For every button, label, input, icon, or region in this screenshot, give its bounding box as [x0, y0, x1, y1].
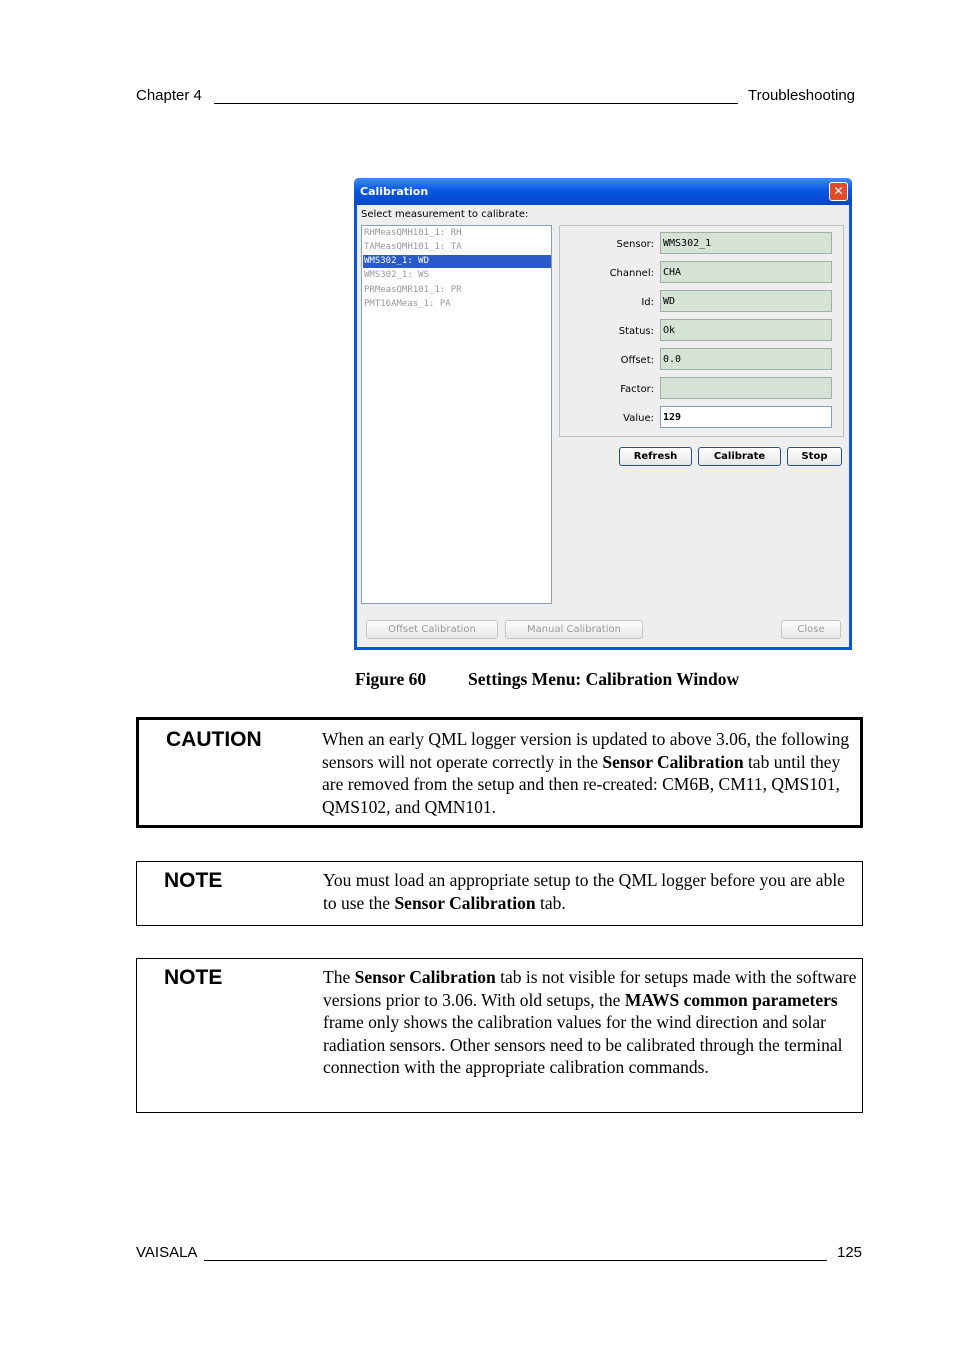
- value-input[interactable]: 129: [660, 406, 832, 428]
- close-button[interactable]: Close: [781, 620, 841, 639]
- note-text: You must load an appropriate setup to the QML logger before you are able to use the Sensor Calibration tab.: [323, 870, 845, 913]
- id-field: WD: [660, 290, 832, 312]
- measurement-list[interactable]: [361, 225, 552, 604]
- window-titlebar[interactable]: [354, 178, 852, 205]
- status-label: Status:: [618, 326, 654, 337]
- sensor-label: Sensor:: [616, 239, 654, 250]
- stop-button[interactable]: Stop: [787, 447, 842, 466]
- measurement-prompt: Select measurement to calibrate:: [361, 209, 529, 220]
- footer-rule: [204, 1260, 827, 1261]
- note-heading: NOTE: [164, 966, 223, 989]
- caution-box: [136, 717, 863, 828]
- offset-label: Offset:: [620, 355, 654, 366]
- status-field: Ok: [660, 319, 832, 341]
- offset-calibration-button[interactable]: Offset Calibration: [366, 620, 498, 639]
- header-chapter: Chapter 4: [136, 87, 202, 104]
- offset-field: 0.0: [660, 348, 832, 370]
- id-label: Id:: [641, 297, 654, 308]
- footer-company: VAISALA: [136, 1244, 198, 1261]
- factor-field: [660, 377, 832, 399]
- channel-field: CHA: [660, 261, 832, 283]
- refresh-button[interactable]: Refresh: [619, 447, 692, 466]
- list-item[interactable]: TAMeasQMH101_1: TA: [364, 242, 462, 252]
- factor-label: Factor:: [620, 384, 654, 395]
- note-box: [136, 861, 863, 926]
- page-number: 125: [837, 1244, 863, 1261]
- calibrate-button[interactable]: Calibrate: [698, 447, 781, 466]
- header-rule: [214, 103, 738, 104]
- figure-caption: Settings Menu: Calibration Window: [468, 669, 740, 689]
- caution-heading: CAUTION: [166, 728, 262, 751]
- figure-number: Figure 60: [355, 669, 427, 689]
- list-item-selected[interactable]: WMS302_1: WD: [363, 255, 551, 268]
- note-text: The Sensor Calibration tab is not visible for setups made with the software versions prior to 3.06. With old setups, the MAWS common parameters frame only shows the calibration values for the wind direction and solar radiation sensors. Other sensors need to be calibrated through the terminal connection with the appropriate calibration commands.: [323, 967, 857, 1077]
- list-item[interactable]: RHMeasQMH101_1: RH: [364, 228, 462, 238]
- channel-label: Channel:: [609, 268, 654, 279]
- sensor-field: WMS302_1: [660, 232, 832, 254]
- calibration-window: [354, 178, 852, 650]
- list-item[interactable]: PRMeasQMR101_1: PR: [364, 285, 462, 295]
- list-item[interactable]: PMT16AMeas_1: PA: [364, 299, 451, 309]
- caution-text: When an early QML logger version is updated to above 3.06, the following sensors will not operate correctly in the Sensor Calibration tab until they are removed from the setup and then re-created: CM6B, CM11, QMS101, QMS102, and QMN101.: [322, 729, 850, 817]
- manual-calibration-button[interactable]: Manual Calibration: [505, 620, 643, 639]
- sensor-fields-panel: [559, 225, 844, 437]
- window-title: Calibration: [360, 185, 429, 198]
- value-label: Value:: [623, 413, 654, 424]
- list-item[interactable]: WMS302_1: WS: [364, 270, 430, 280]
- note-box: [136, 958, 863, 1113]
- close-icon[interactable]: ✕: [829, 182, 848, 201]
- note-heading: NOTE: [164, 869, 223, 892]
- header-section: Troubleshooting: [748, 87, 856, 104]
- window-client-area: [357, 205, 849, 647]
